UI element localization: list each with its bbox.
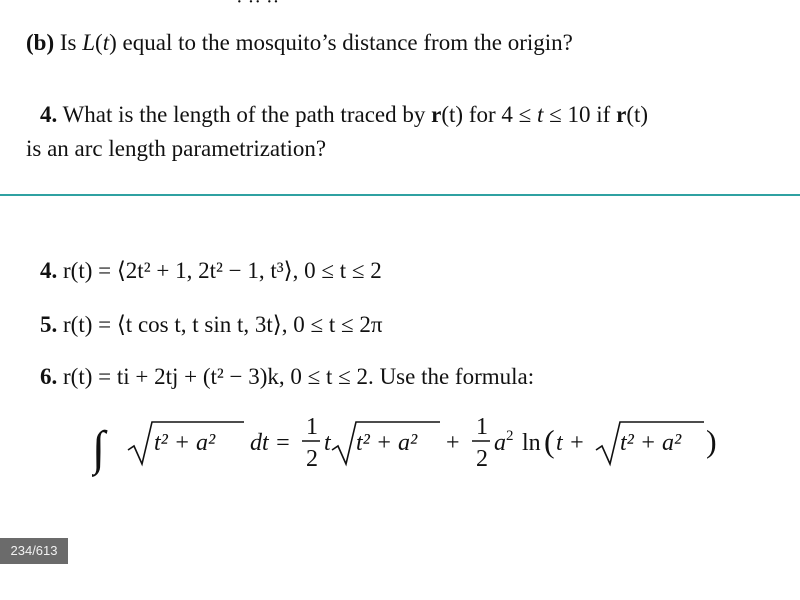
formula-close-paren: ): [706, 423, 717, 459]
cropped-top-text: · ·· ··: [236, 0, 280, 13]
question-4-le10: ≤ 10 if: [543, 102, 617, 127]
integrand-2: t² + a²: [356, 430, 418, 456]
question-4-for-text: for 4 ≤: [463, 102, 538, 127]
question-b-close-paren: ): [109, 30, 117, 55]
page-indicator: 234/613: [0, 538, 68, 564]
formula-a-exponent: 2: [506, 428, 514, 444]
formula-t: t: [324, 430, 331, 456]
exercise-5: [40, 310, 382, 340]
question-b-text-after: equal to the mosquito’s distance from the origin?: [116, 30, 573, 55]
question-b-text-before: Is: [59, 30, 83, 55]
question-4-r: r: [431, 102, 442, 127]
fraction-2-denominator: 2: [476, 446, 488, 472]
formula-ln: ln: [522, 430, 541, 456]
question-4-paren-t2: (t): [626, 102, 649, 127]
formula-a: a: [494, 430, 506, 456]
question-b-L: L: [82, 30, 96, 55]
exercise-6-label: 6.: [40, 364, 58, 389]
question-b-label: (b): [26, 30, 55, 55]
exercise-5-label: 5.: [40, 312, 58, 337]
exercise-4-label: 4.: [40, 258, 58, 283]
integral-formula: [92, 412, 752, 484]
fraction-2-numerator: 1: [476, 414, 488, 440]
question-4-line-2: is an arc length parametrization?: [26, 136, 327, 161]
question-4-label: 4.: [40, 102, 58, 127]
formula-t-plus: t +: [556, 430, 585, 456]
exercise-4: [40, 256, 382, 286]
integral-sign: ∫: [92, 422, 106, 475]
formula-plus: +: [446, 430, 460, 456]
question-4-paren-t: (t): [441, 102, 464, 127]
question-b-t: t: [102, 30, 110, 55]
question-b: [26, 28, 573, 58]
dt-equals: dt =: [250, 430, 291, 456]
exercise-5-expression: r(t) = ⟨t cos t, t sin t, 3t⟩, 0 ≤ t ≤ 2π: [63, 312, 383, 337]
exercise-6-tail: Use the formula:: [373, 364, 535, 389]
formula-open-paren: (: [544, 423, 555, 459]
integrand-1: t² + a²: [154, 430, 216, 456]
integrand-3: t² + a²: [620, 430, 682, 456]
fraction-1-numerator: 1: [306, 414, 318, 440]
section-divider: [0, 194, 800, 196]
question-4-t: t: [537, 102, 544, 127]
fraction-1-denominator: 2: [306, 446, 318, 472]
question-4-line-1: [40, 100, 648, 130]
question-b-open-paren: (: [95, 30, 103, 55]
exercise-6-expression: r(t) = ti + 2tj + (t² − 3)k, 0 ≤ t ≤ 2.: [63, 364, 374, 389]
exercise-6: [40, 362, 534, 392]
question-4-r2: r: [616, 102, 627, 127]
exercise-4-expression: r(t) = ⟨2t² + 1, 2t² − 1, t³⟩, 0 ≤ t ≤ 2: [63, 258, 382, 283]
question-4-text1: What is the length of the path traced by: [62, 102, 432, 127]
